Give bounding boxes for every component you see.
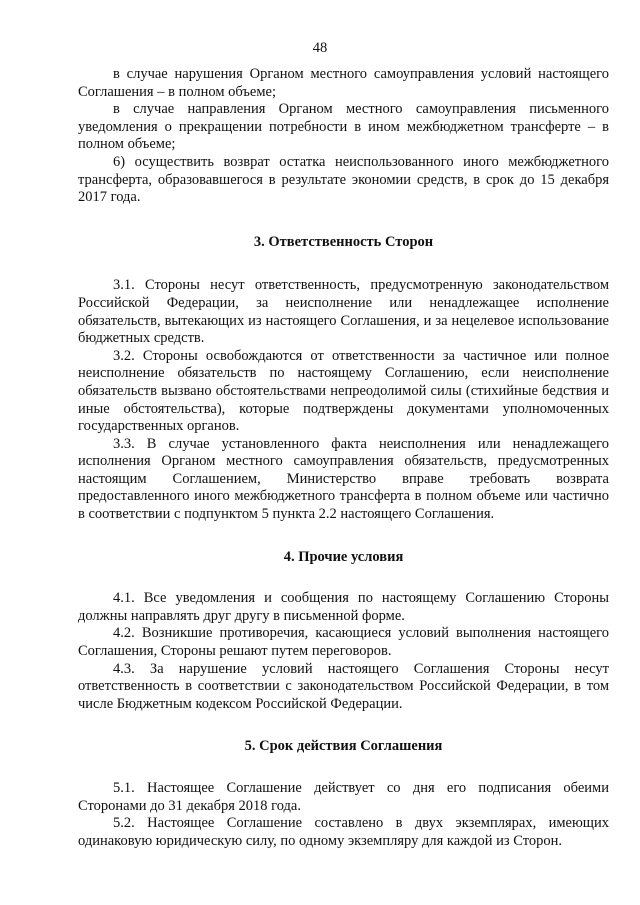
section-heading: 3. Ответственность Сторон xyxy=(253,233,434,250)
paragraph: 6) осуществить возврат остатка неиспользованного иного межбюджетного трансферта, образовавшегося в результате экономии средств, в срок до 15 декабря 2017 года. xyxy=(78,153,609,206)
paragraph: 3.3. В случае установленного факта неисполнения или ненадлежащего исполнения Органом местного самоуправления обязательств, предусмотренных настоящим Соглашением, Министерство вправе требовать возврата предоставленного иного межбюджетного трансферта в полном объеме или частично в соответствии с подпунктом 5 пункта 2.2 настоящего Соглашения. xyxy=(78,435,609,523)
paragraph: 3.1. Стороны несут ответственность, предусмотренную законодательством Российской Федерации, за неисполнение или ненадлежащее исполнение обязательств, вытекающих из настоящего Соглашения, и за нецелевое использование бюджетных средств. xyxy=(78,277,609,347)
paragraph: 4.1. Все уведомления и сообщения по настоящему Соглашению Стороны должны направлять друг другу в письменной форме. xyxy=(78,590,609,624)
paragraph: в случае направления Органом местного самоуправления письменного уведомления о прекращении потребности в ином межбюджетном трансферте – в полном объеме; xyxy=(78,101,609,153)
document-body xyxy=(78,66,609,850)
section-heading: 4. Прочие условия xyxy=(283,548,404,565)
paragraph: 5.1. Настоящее Соглашение действует со дня его подписания обеими Сторонами до 31 декабря 2018 года. xyxy=(78,780,609,814)
paragraph: в случае нарушения Органом местного самоуправления условий настоящего Соглашения – в полном объеме; xyxy=(78,66,609,100)
paragraph: 4.2. Возникшие противоречия, касающиеся условий выполнения настоящего Соглашения, Стороны решают путем переговоров. xyxy=(78,625,609,660)
section-heading: 5. Срок действия Соглашения xyxy=(244,738,443,755)
paragraph: 5.2. Настоящее Соглашение составлено в двух экземплярах, имеющих одинаковую юридическую силу, по одному экземпляру для каждой из Сторон. xyxy=(78,815,609,849)
paragraph: 3.2. Стороны освобождаются от ответственности за частичное или полное неисполнение обязательств по настоящему Соглашению, если неисполнение обязательств вызвано обстоятельствами непреодолимой силы (стихийные бедствия и иные обстоятельства), которые подтверждены документами уполномоченных государственных органов. xyxy=(78,347,609,435)
paragraph: 4.3. За нарушение условий настоящего Соглашения Стороны несут ответственность в соответствии с законодательством Российской Федерации, в том числе Бюджетным кодексом Российской Федерации. xyxy=(78,660,609,712)
page-number: 48 xyxy=(312,40,328,56)
